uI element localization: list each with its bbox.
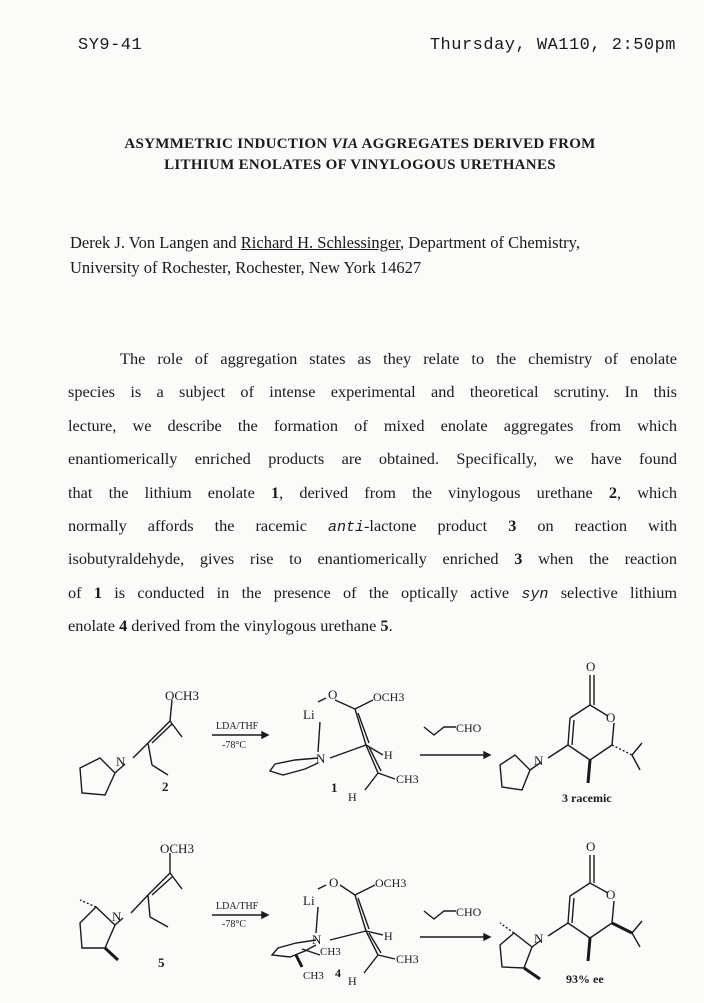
product-3-enriched [500,839,642,986]
label-cho: CHO [456,905,482,919]
title-text: AGGREGATES DERIVED FROM [358,136,596,152]
atom-h: H [348,790,357,804]
text: . [388,616,393,636]
abstract [68,342,677,643]
reaction-scheme [0,655,704,1003]
atom-o: O [606,710,616,725]
atom-o: O [586,839,596,854]
label-ch3: CH3 [396,772,419,786]
compound-5 [80,841,194,970]
compound-ref: 2 [608,482,617,502]
abstract-line [68,509,677,542]
text: on reaction with [516,515,677,535]
reagent-temp: -78°C [222,740,246,751]
text: , derived from the vinylogous urethane [279,482,609,502]
compound-ref: 3 [508,515,517,535]
label-och3: OCH3 [373,690,405,704]
product-3 [500,659,642,805]
italic-term: anti [328,518,365,536]
text: normally affords the racemic [68,515,328,535]
label-och3: OCH3 [165,688,199,703]
atom-li: Li [303,893,315,908]
abstract-line: enantiomerically enriched products are obtained. Specifically, we have found [68,449,677,469]
session-time: Thursday, WA110, 2:50pm [429,36,676,55]
atom-h: H [384,748,393,762]
atom-n: N [312,932,322,947]
atom-h: H [348,974,357,988]
enolate-4 [272,875,419,988]
title-text: ASYMMETRIC INDUCTION [124,136,332,152]
atom-o: O [606,887,616,902]
text: of [68,582,94,602]
atom-o: O [586,659,596,674]
reagent-text: LDA/THF [216,901,259,912]
abstract-line [68,609,677,642]
compound-ref: 4 [119,616,128,636]
text: , which [616,482,677,502]
text: when the reaction [522,549,678,569]
atom-o: O [328,687,338,702]
title-italic-via: VIA [331,136,359,152]
department: , Department of Chemistry, [400,233,580,252]
atom-n: N [534,753,544,768]
abstract-line: lecture, we describe the formation of mixed enolate aggregates from which [68,415,677,435]
label-ch3: CH3 [396,952,419,966]
abstract-line: The role of aggregation states as they relate to the chemistry of enolate [120,349,677,368]
session-code: SY9-41 [78,36,143,55]
compound-label-4: 4 [335,966,341,980]
aldehyde-step-1 [420,721,490,758]
text: enolate [68,616,120,636]
label-och3: OCH3 [375,876,407,890]
address-line: University of Rochester, Rochester, New York 14627 [70,258,422,277]
paper-title [60,134,660,176]
label-cho: CHO [456,721,482,735]
author-block [70,230,690,280]
compound-label-5: 5 [158,955,165,970]
aldehyde-step-2 [420,905,490,940]
product-label: 3 racemic [562,791,612,805]
atom-h: H [384,929,393,943]
label-och3: OCH3 [160,841,194,856]
atom-n: N [316,751,326,766]
atom-n: N [112,909,122,924]
abstract-line: species is a subject of intense experimental and theoretical scrutiny. In this [68,382,677,402]
label-ch3: CH3 [303,970,324,982]
abstract-line [68,542,677,575]
reagent-arrow-2 [212,901,268,930]
text: -lactone product [364,515,509,535]
reagent-text: LDA/THF [216,721,259,732]
title-line-2: LITHIUM ENOLATES OF VINYLOGOUS URETHANES [164,157,556,173]
reagent-temp: -78°C [222,919,246,930]
compound-label-1: 1 [331,780,338,795]
italic-term: syn [521,585,549,603]
abstract-line [68,576,677,609]
title-line-1 [60,134,660,155]
enolate-1 [270,687,419,804]
text: that the lithium enolate [68,482,271,502]
text: derived from the vinylogous urethane [127,616,381,636]
text: selective lithium [548,582,678,602]
author-1: Derek J. Von Langen and [70,233,241,252]
text: isobutyraldehyde, gives rise to enantiomerically enriched [68,549,515,569]
compound-2 [80,688,199,795]
authors-line [70,230,690,255]
compound-ref: 5 [380,616,389,636]
atom-li: Li [303,707,315,722]
label-ch3: CH3 [320,946,341,958]
reagent-arrow-1 [212,721,268,751]
text: is conducted in the presence of the optically active [102,582,522,602]
product-label: 93% ee [566,972,604,986]
compound-ref: 3 [514,549,523,569]
compound-label-2: 2 [162,779,169,794]
author-2-presenter: Richard H. Schlessinger [240,233,401,252]
abstract-line [68,476,677,509]
compound-ref: 1 [93,582,102,602]
atom-n: N [116,754,126,769]
compound-ref: 1 [270,482,280,502]
atom-n: N [534,931,544,946]
atom-o: O [329,875,339,890]
